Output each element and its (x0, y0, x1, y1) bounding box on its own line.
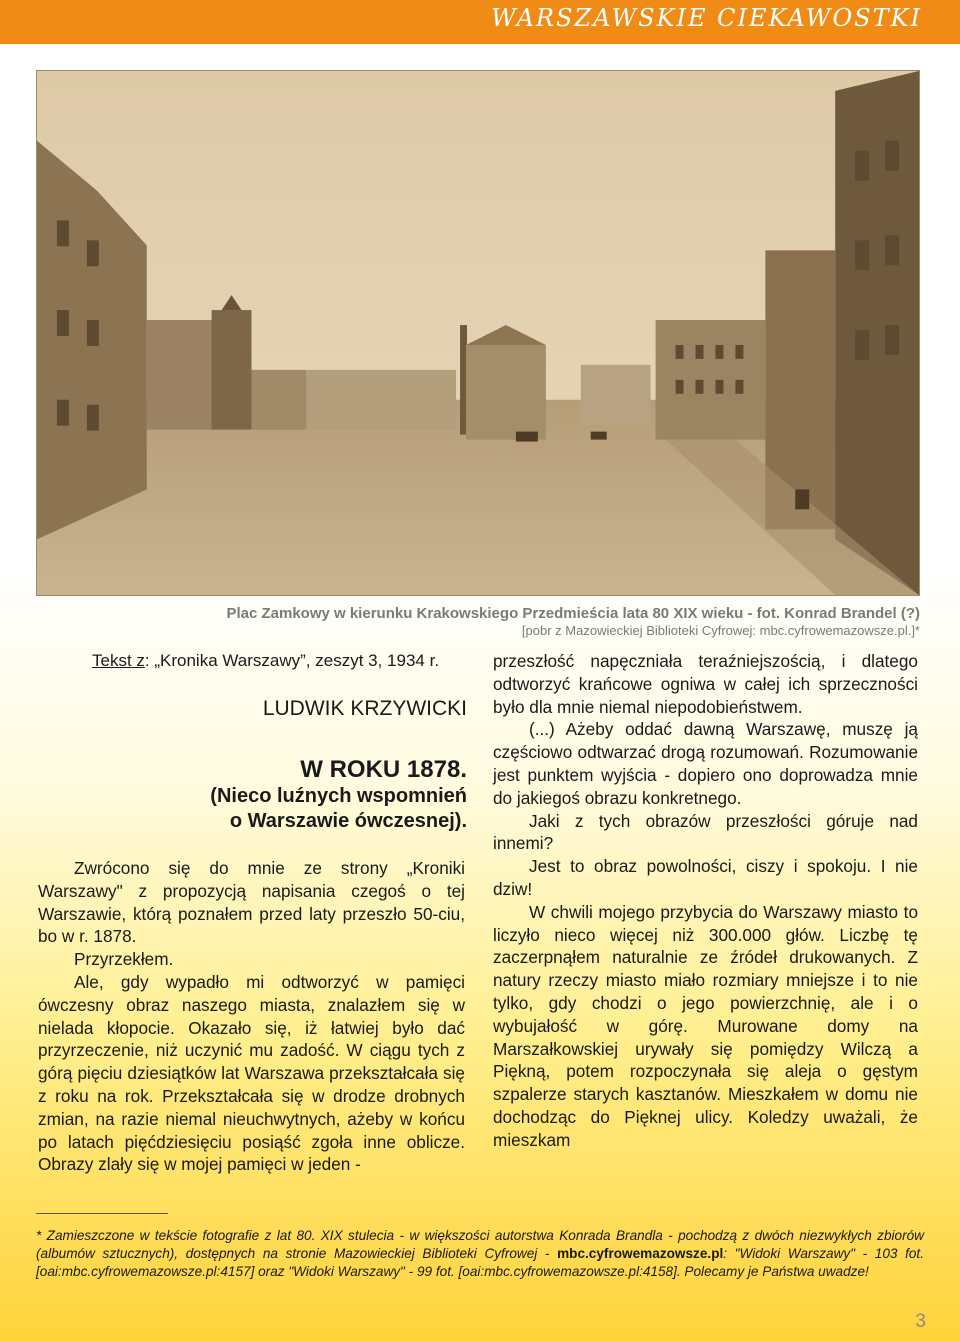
article-title-block (210, 756, 467, 834)
right-column (493, 650, 918, 1152)
historic-photo (36, 70, 920, 596)
header-bar (0, 0, 960, 44)
paragraph: Ale, gdy wypadło mi odtworzyć w pamięci ówczesny obraz naszego miasta, znalazłem się w nielada kłopocie. Okazało się, iż łatwiej było dać przyrzeczenie, niż uczynić mu zadość. W ciągu tych z górą pięciu dziesiątków lat Warszawa przekształcała się z roku na rok. Przekształcała się w drodze drobnych zmian, na razie niemal nieuchwytnych, ażeby w końcu po latach pięćdziesięciu posiąść zgoła inne oblicze. Obrazy zlały się w mojej pamięci w jeden - (38, 971, 465, 1175)
paragraph: Jest to obraz powolności, ciszy i spokoju. I nie dziw! (493, 856, 918, 899)
photo-caption: Plac Zamkowy w kierunku Krakowskiego Przedmieścia lata 80 XIX wieku - fot. Konrad Brandel (?) (226, 605, 920, 622)
author-name: LUDWIK KRZYWICKI (262, 697, 467, 720)
footnote-text-1: * Zamieszczone w tekście fotografie z lat 80. XIX stulecia - w większości autorstwa Konrada Brandla - pochodzą z dwóch niezwykłych zbiorów (albumów sztucznych), dostępnych na stronie Mazowieckiej Biblioteki Cyfrowej - (36, 1228, 924, 1261)
footnote-text-2: : "Widoki Warszawy" - 103 fot. [oai:mbc.cyfrowemazowsze.pl:4157] oraz "Widoki Warszawy" - 99 fot. [oai:mbc.cyfrowemazowsze.pl:4158]. Polecamy je Państwa uwadze! (36, 1246, 924, 1279)
left-column (38, 857, 465, 1176)
castle-square-photo (37, 71, 919, 595)
header-title: WARSZAWSKIE CIEKAWOSTKI (491, 4, 922, 32)
photo-source: [pobr z Mazowieckiej Biblioteki Cyfrowej: mbc.cyfrowemazowsze.pl.]* (521, 623, 920, 638)
paragraph: W chwili mojego przybycia do Warszawy miasto to liczyło nieco więcej niż 300.000 głów. Liczbę tę zaczerpnąłem naturalnie ze źródeł drukowanych. Z natury rzeczy miasto miało rozmiary mniejsze i to nie tylko, gdy chodzi o jego powierzchnię, ale i o wybujałość w górę. Murowane domy na Marszałkowskiej urywały się pomiędzy Wilczą a Piękną, potem rozpoczynała się aleja o gęstym szpalerze starych kasztanów. Mieszkałem w domu nie dochodząc do Pięknej ulicy. Koledzy uważali, że mieszkam (493, 901, 918, 1150)
source-text: : „Kronika Warszawy”, zeszyt 3, 1934 r. (144, 651, 440, 670)
source-label: Tekst z (92, 651, 145, 670)
paragraph: Jaki z tych obrazów przeszłości góruje nad innemi? (493, 810, 918, 854)
footnote-divider (36, 1213, 168, 1214)
article-subtitle-line-2: o Warszawie ówczesnej). (229, 810, 467, 832)
paragraph: przeszłość napęczniała teraźniejszością, i dlatego odtworzyć krańcowe ogniwa w całej ich sprzeczności było dla mnie niemal niepodobieństwem. (493, 651, 918, 717)
paragraph: Zwrócono się do mnie ze strony „Kroniki Warszawy" z propozycją napisania czegoś o tej Warszawie, którą poznałem przed laty przeszło 50-ciu, bo w r. 1878. (38, 858, 465, 947)
article-subtitle-line-1: (Nieco luźnych wspomnień (210, 785, 467, 807)
page-number: 3 (915, 1311, 926, 1332)
text-source (92, 651, 439, 671)
article-title: W ROKU 1878. (300, 756, 467, 783)
footnote-link[interactable]: mbc.cyfrowemazowsze.pl (557, 1246, 724, 1261)
footnote (36, 1227, 924, 1281)
paragraph: (...) Ażeby oddać dawną Warszawę, muszę ją częściowo odtwarzać drogą rozumowań. Rozumowanie jest punktem wyjścia - dopiero ono doprowadza mnie do jakiegoś obrazu konkretnego. (493, 719, 918, 808)
paragraph: Przyrzekłem. (74, 949, 174, 970)
